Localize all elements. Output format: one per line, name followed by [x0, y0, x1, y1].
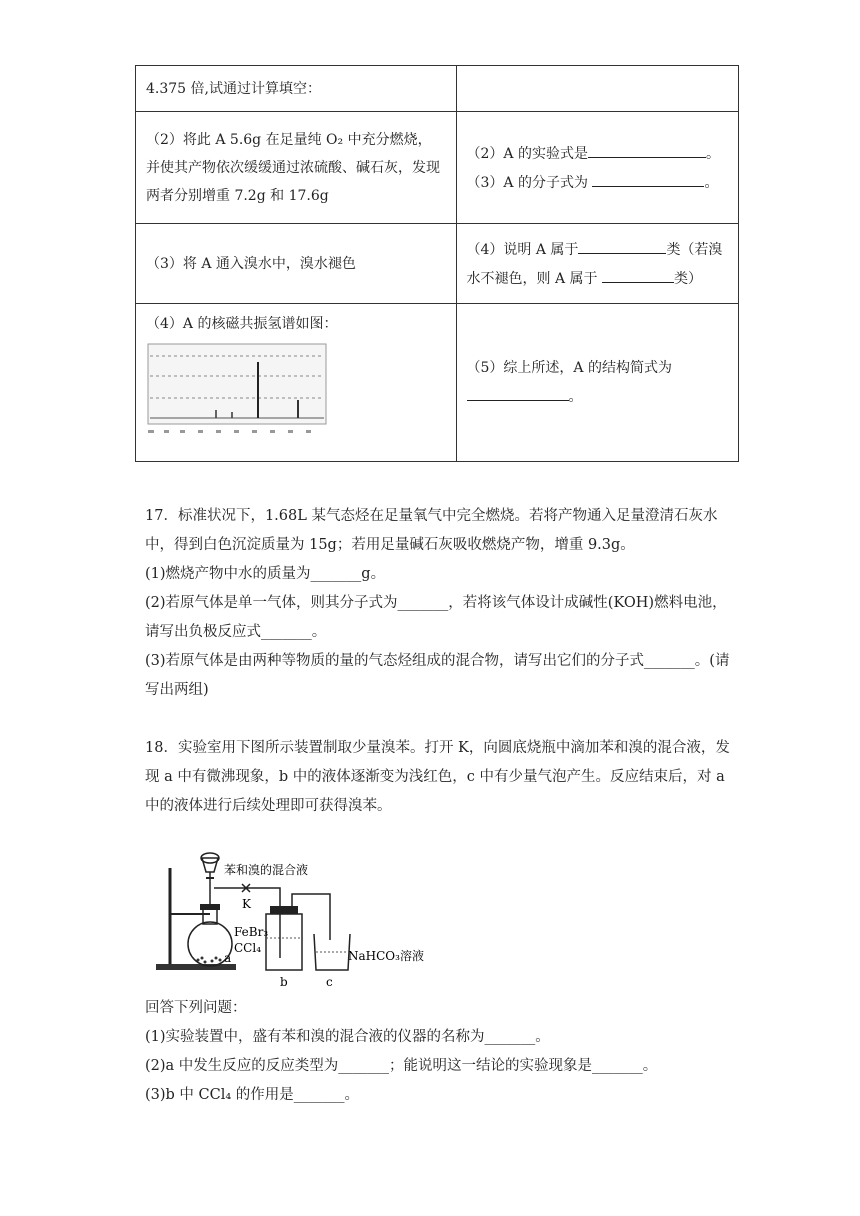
question-18-answers	[145, 994, 741, 1110]
table-cell: （2）A 的实验式是 。 （3）A 的分子式为 。	[456, 112, 738, 224]
apparatus-diagram	[150, 848, 430, 990]
question-18	[145, 734, 741, 821]
answer-blank[interactable]	[588, 139, 706, 158]
q17-part-3: (3)若原气体是由两种等物质的量的气态烃组成的混合物，请写出它们的分子式_______。(请写出两组)	[145, 653, 730, 698]
answer-blank[interactable]	[578, 235, 666, 254]
table-cell: 4.375 倍,试通过计算填空：	[136, 66, 457, 112]
table-row	[136, 66, 739, 112]
label-b: b	[280, 975, 288, 989]
table-cell: （4）A 的核磁共振氢谱如图：	[136, 304, 457, 462]
answer-blank[interactable]	[592, 168, 704, 187]
label-k: K	[242, 897, 251, 911]
q17-part-2: (2)若原气体是单一气体，则其分子式为_______，若将该气体设计成碱性(KOH)燃料电池，请写出负极反应式_______。	[145, 595, 727, 640]
q18-answer-intro: 回答下列问题：	[145, 1000, 247, 1016]
label-febr3: FeBr₃	[234, 925, 269, 939]
question-table	[135, 65, 739, 462]
q18-part-1: (1)实验装置中，盛有苯和溴的混合液的仪器的名称为_______。	[145, 1029, 550, 1045]
label-c: c	[326, 975, 333, 989]
q18-part-2: (2)a 中发生反应的反应类型为_______；能说明这一结论的实验现象是_______。	[145, 1058, 658, 1074]
table-cell: （5）综上所述，A 的结构简式为 。	[456, 304, 738, 462]
table-cell	[456, 66, 738, 112]
q17-intro: 17．标准状况下，1.68L 某气态烃在足量氧气中完全燃烧。若将产物通入足量澄清石灰水中，得到白色沉淀质量为 15g；若用足量碱石灰吸收燃烧产物，增重 9.3g。	[145, 508, 718, 553]
label-nahco3: NaHCO₃溶液	[348, 949, 424, 963]
table-row	[136, 304, 739, 462]
table-cell: （3）将 A 通入溴水中，溴水褪色	[136, 224, 457, 304]
table-cell: （4）说明 A 属于 类（若溴水不褪色，则 A 属于 类）	[456, 224, 738, 304]
label-mix: 苯和溴的混合液	[224, 863, 309, 877]
answer-blank[interactable]	[467, 382, 569, 401]
q18-intro: 18．实验室用下图所示装置制取少量溴苯。打开 K，向圆底烧瓶中滴加苯和溴的混合液，发现 a 中有微沸现象，b 中的液体逐渐变为浅红色，c 中有少量气泡产生。反应结束后，对 a 中的液体进行后续处理即可获得溴苯。	[145, 740, 730, 814]
table-cell: （2）将此 A 5.6g 在足量纯 O₂ 中充分燃烧，并使其产物依次缓缓通过浓硫酸、碱石灰，发现两者分别增重 7.2g 和 17.6g	[136, 112, 457, 224]
q18-part-3: (3)b 中 CCl₄ 的作用是_______。	[145, 1087, 360, 1103]
table-row	[136, 224, 739, 304]
q17-part-1: (1)燃烧产物中水的质量为_______g。	[145, 566, 386, 582]
label-ccl4: CCl₄	[234, 941, 262, 955]
table-row	[136, 112, 739, 224]
answer-blank[interactable]	[602, 264, 674, 283]
question-17	[145, 502, 741, 705]
label-a: a	[224, 951, 232, 965]
nmr-spectrum-image	[146, 342, 328, 437]
